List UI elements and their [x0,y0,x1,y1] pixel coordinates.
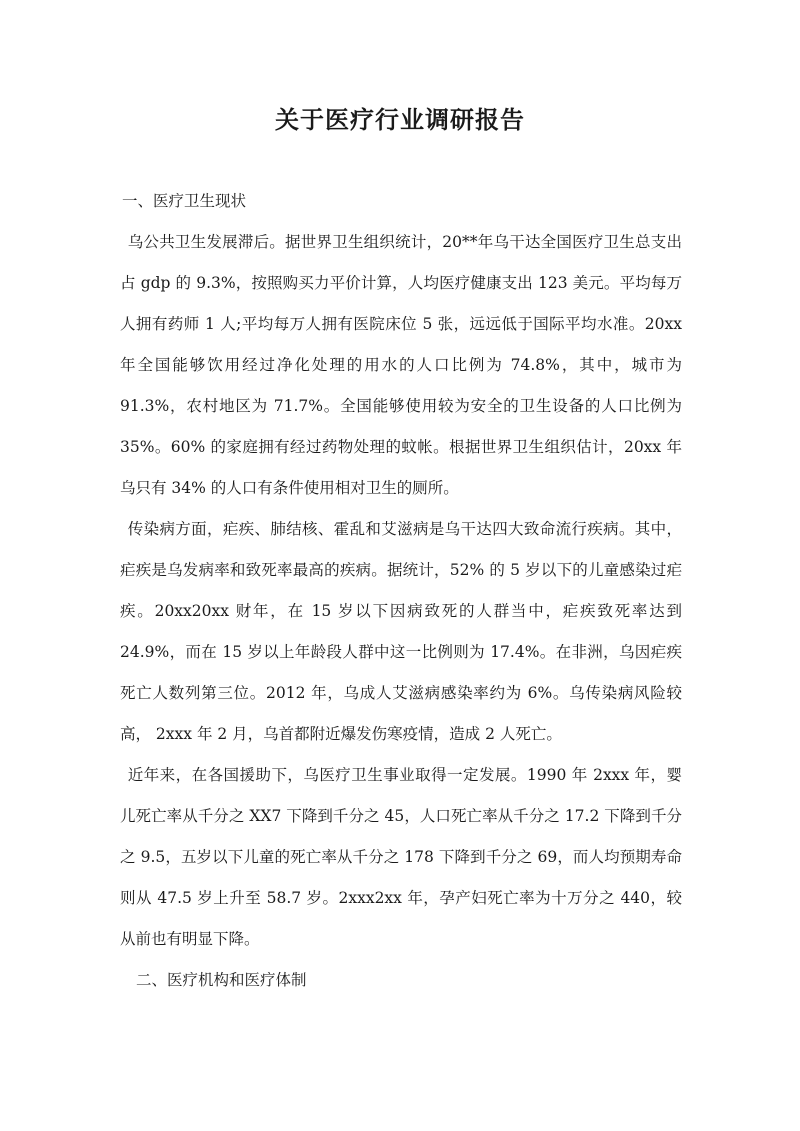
document-title: 关于医疗行业调研报告 [275,105,525,134]
section-heading-medical-status: 一、医疗卫生现状 [122,192,247,210]
document-body [120,181,682,1001]
section-heading-medical-institutions: 二、医疗机构和医疗体制 [135,971,307,989]
paragraph-infectious-disease: 传染病方面，疟疾、肺结核、霍乱和艾滋病是乌干达四大致命流行疾病。其中，疟疾是乌发病率和致死率最高的疾病。据统计，52% 的 5 岁以下的儿童感染过疟疾。20xx20xx 财年，在 15 岁以下因病致死的人群当中，疟疾致死率达到 24.9%，而在 15 岁以上年龄段人群中这一比例则为 17.4%。在非洲，乌因疟疾死亡人数列第三位。2012 年，乌成人艾滋病感染率约为 6%。乌传染病风险较高， 2xxx 年 2 月，乌首都附近爆发伤寒疫情，造成 2 人死亡。 [120,520,682,743]
paragraph-public-health: 乌公共卫生发展滞后。据世界卫生组织统计，20**年乌干达全国医疗卫生总支出占 gdp 的 9.3%，按照购买力平价计算，人均医疗健康支出 123 美元。平均每万人拥有药师 1 人;平均每万人拥有医院床位 5 张，远远低于国际平均水准。20xx 年全国能够饮用经过净化处理的用水的人口比例为 74.8%，其中，城市为 91.3%，农村地区为 71.7%。全国能够使用较为安全的卫生设备的人口比例为 35%。60% 的家庭拥有经过药物处理的蚊帐。根据世界卫生组织估计，20xx 年乌只有 34% 的人口有条件使用相对卫生的厕所。 [120,233,682,497]
paragraph-recent-progress: 近年来，在各国援助下，乌医疗卫生事业取得一定发展。1990 年 2xxx 年，婴儿死亡率从千分之 XX7 下降到千分之 45，人口死亡率从千分之 17.2 下降到千分之 9.5，五岁以下儿童的死亡率从千分之 178 下降到千分之 69，而人均预期寿命则从 47.5 岁上升至 58.7 岁。2xxx2xx 年，孕产妇死亡率为十万分之 440，较从前也有明显下降。 [120,766,682,948]
